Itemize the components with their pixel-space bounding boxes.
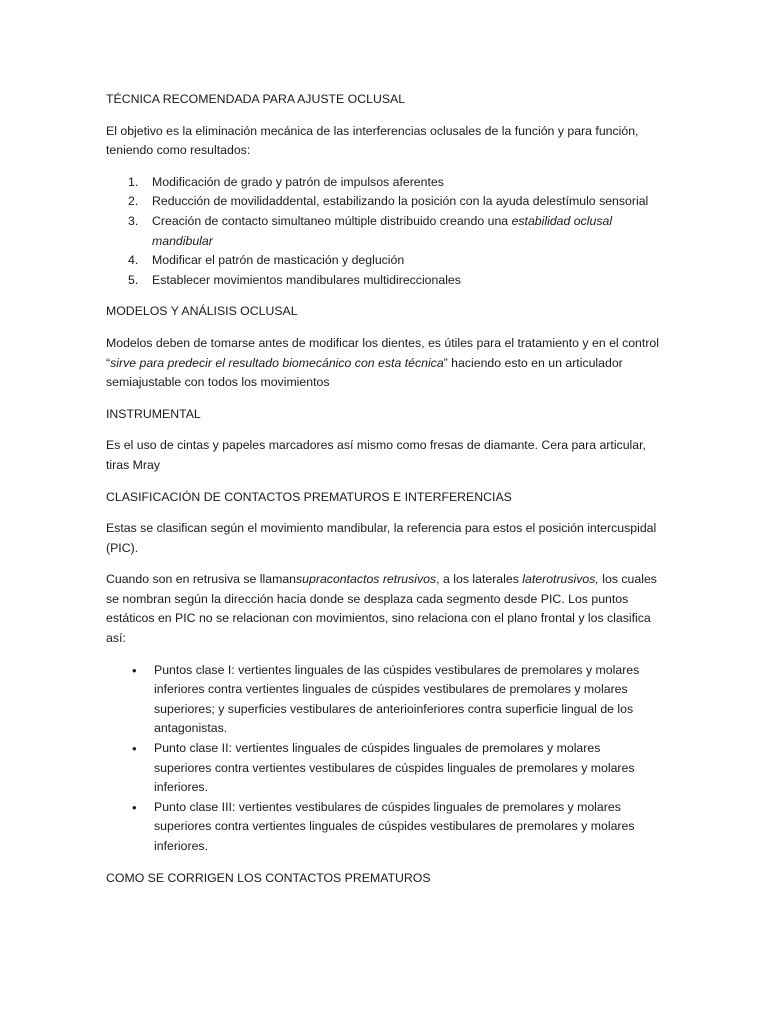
paragraph-text: ” haciendo esto en un articulador semiajustable con todos los movimientos [106, 355, 623, 390]
document-page [106, 90, 666, 900]
heading-tecnica: TÉCNICA RECOMENDADA PARA AJUSTE OCLUSAL [106, 92, 406, 106]
heading-corrigen: COMO SE CORRIGEN LOS CONTACTOS PREMATUROS [106, 870, 431, 885]
paragraph-retrusiva [106, 570, 666, 648]
bullet-item: • Punto clase II: vertientes linguales de cúspides linguales de premolares y molares superiores contra vertientes vestibulares de cúspides linguales de premolares y molares inferiores. [106, 739, 666, 798]
list-item [106, 173, 666, 193]
paragraph-clasificacion: Estas se clasifican según el movimiento mandibular, la referencia para estos el posición intercuspidal (PIC). [106, 521, 657, 555]
list-number: 4. [128, 253, 139, 268]
paragraph-text: los cuales se nombran según la dirección hacia donde se desplaza cada segmento desde PIC. Los puntos estáticos en PIC no se relacionan con movimientos, sino relaciona con el plano frontal y los clasifica así: [106, 572, 657, 646]
paragraph-objetivo: El objetivo es la eliminación mecánica de las interferencias oclusales de la función y para función, teniendo como resultados: [106, 123, 639, 158]
paragraph-text: , a los laterales [436, 572, 523, 587]
list-item [106, 271, 666, 291]
paragraph-text: Cuando son en retrusiva se llaman [106, 572, 297, 587]
list-item-text: Modificar el patrón de masticación y deglución [152, 253, 405, 268]
heading-instrumental: INSTRUMENTAL [106, 406, 201, 421]
list-item-emphasis: estabilidad oclusal mandibular [152, 213, 613, 248]
heading-clasificacion: CLASIFICACIÓN DE CONTACTOS PREMATUROS E INTERFERENCIAS [106, 489, 512, 504]
paragraph-instrumental: Es el uso de cintas y papeles marcadores así mismo como fresas de diamante. Cera para articular, tiras Mray [106, 438, 646, 472]
paragraph-text: Modelos deben de tomarse antes de modificar los dientes, es útiles para el tratamiento y en el control “ [106, 335, 659, 370]
paragraph-emphasis: sirve para predecir el resultado biomecánico con esta técnica [110, 355, 444, 370]
list-item [106, 251, 666, 271]
bullet-list-puntos [106, 661, 666, 857]
bullet-item: • Puntos clase I: vertientes linguales de las cúspides vestibulares de premolares y molares inferiores contra vertientes linguales de cúspides vestibulares de premolares y molares superiores; y superficies vestibulares de anterioinferiores contra superficie lingual de los antagonistas. [106, 661, 666, 739]
paragraph-emphasis: supracontactos retrusivos [296, 572, 437, 587]
list-item-text: Creación de contacto simultaneo múltiple distribuido creando una [152, 213, 512, 228]
list-item-text: Modificación de grado y patrón de impulsos aferentes [152, 174, 444, 189]
paragraph-emphasis: laterotrusivos, [522, 572, 599, 587]
list-item [106, 192, 666, 212]
list-number: 3. [128, 213, 139, 228]
numbered-list-resultados [106, 173, 666, 291]
list-number: 1. [128, 174, 139, 189]
list-number: 5. [128, 272, 139, 287]
list-item [106, 212, 666, 251]
bullet-item: • Punto clase III: vertientes vestibulares de cúspides linguales de premolares y molares superiores contra vertientes linguales de cúspides vestibulares de premolares y molares inferiores. [106, 798, 666, 857]
paragraph-modelos [106, 334, 666, 393]
list-item-text: Reducción de movilidaddental, estabilizando la posición con la ayuda delestímulo sensorial [152, 194, 649, 209]
list-number: 2. [128, 194, 139, 209]
list-item-text: Establecer movimientos mandibulares multidireccionales [152, 272, 461, 287]
heading-modelos: MODELOS Y ANÁLISIS OCLUSAL [106, 304, 298, 319]
